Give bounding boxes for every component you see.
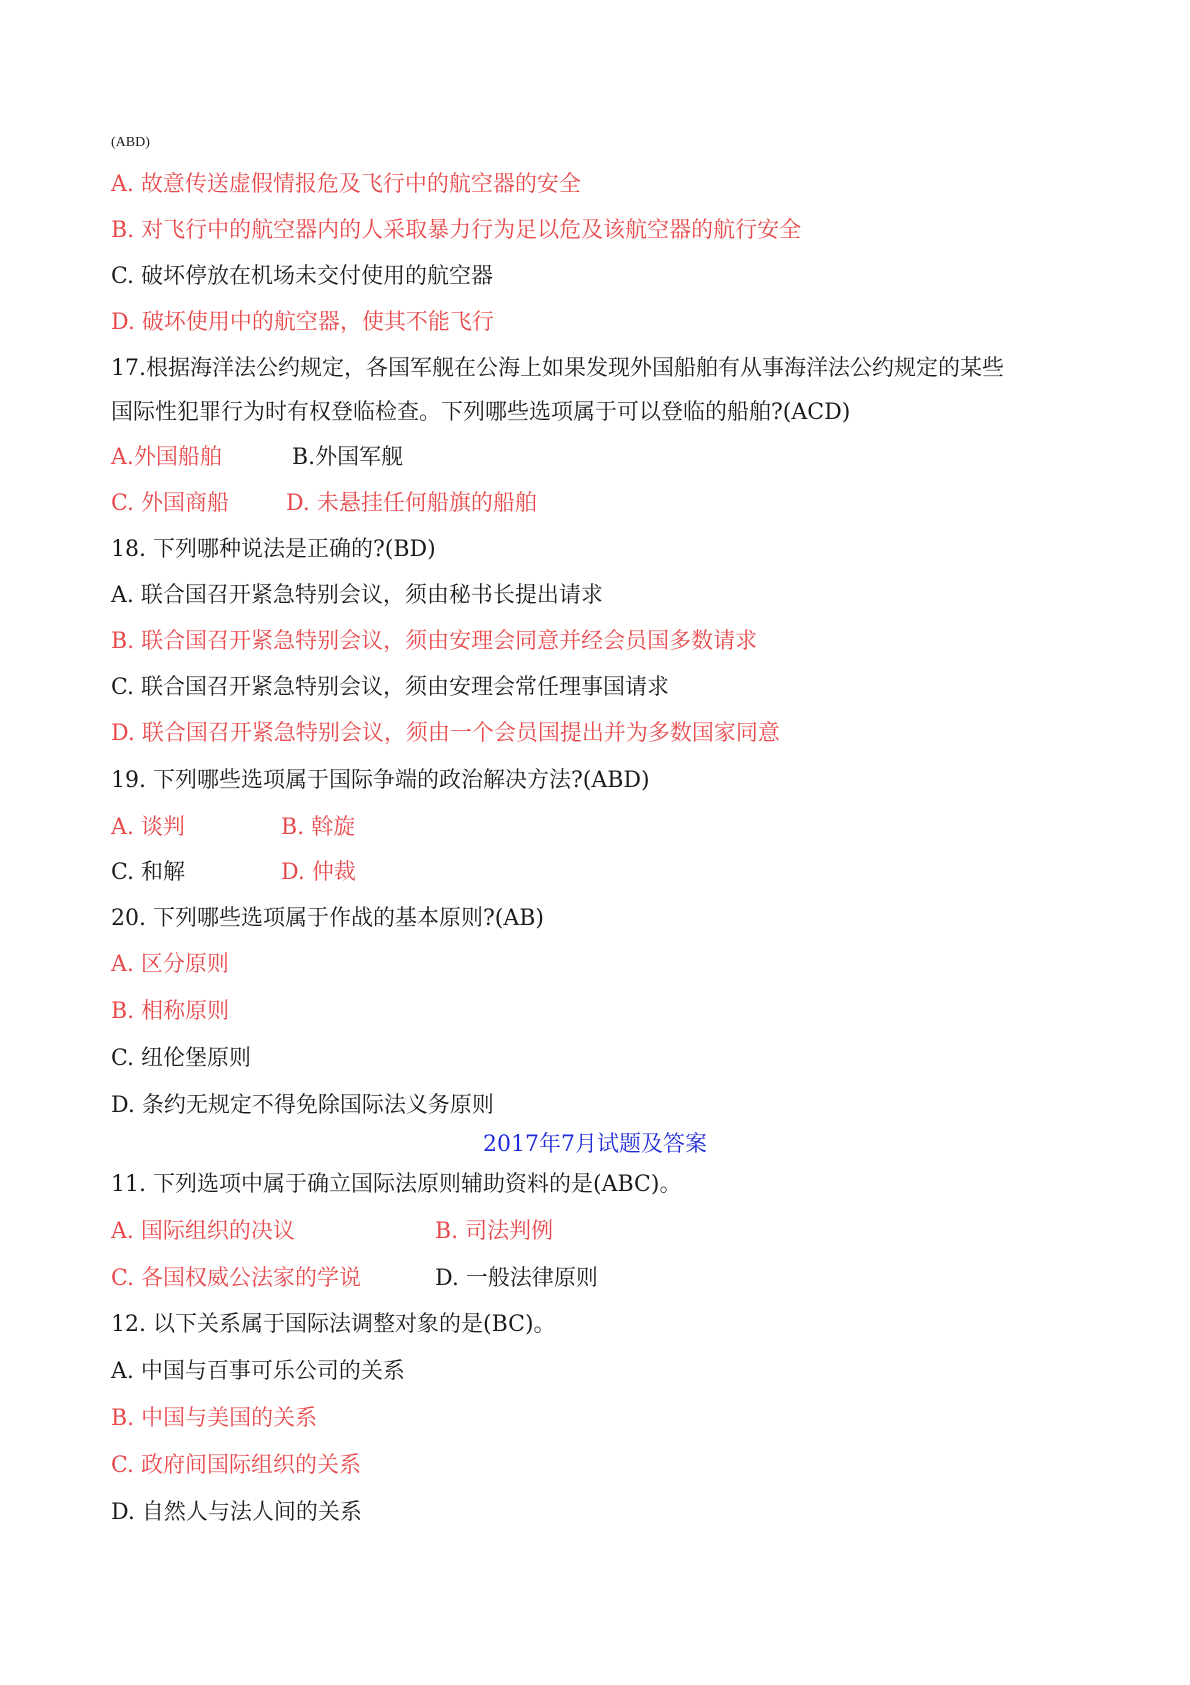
q12-stem: 12. 以下关系属于国际法调整对象的是(BC)。 (111, 1312, 556, 1337)
q17-option-d: D. 未悬挂任何船旗的船舶 (286, 491, 537, 516)
q12-option-d: D. 自然人与法人间的关系 (111, 1500, 362, 1525)
prev-answer: (ABD) (111, 135, 150, 150)
q17-option-c: C. 外国商船 (111, 491, 230, 516)
q19-option-a: A. 谈判 (111, 815, 185, 840)
q16-option-c: C. 破坏停放在机场未交付使用的航空器 (111, 264, 494, 289)
q11-option-d: D. 一般法律原则 (435, 1266, 598, 1291)
q19-options-row2 (111, 858, 356, 888)
q11-option-b: B. 司法判例 (435, 1219, 554, 1244)
q20-option-d: D. 条约无规定不得免除国际法义务原则 (111, 1093, 494, 1118)
q12-option-b: B. 中国与美国的关系 (111, 1406, 318, 1431)
q19-option-c: C. 和解 (111, 860, 186, 885)
q19-options-row1 (111, 813, 356, 843)
q12-option-a: A. 中国与百事可乐公司的关系 (111, 1359, 405, 1384)
q20-option-c: C. 纽伦堡原则 (111, 1046, 252, 1071)
q17-option-a: A.外国船舶 (111, 445, 222, 470)
q17-stem-line2: 国际性犯罪行为时有权登临检查。下列哪些选项属于可以登临的船舶?(ACD) (111, 400, 851, 425)
q11-options-row1 (111, 1217, 554, 1247)
q20-stem: 20. 下列哪些选项属于作战的基本原则?(AB) (111, 906, 544, 931)
q19-stem: 19. 下列哪些选项属于国际争端的政治解决方法?(ABD) (111, 768, 650, 793)
q19-option-b: B. 斡旋 (281, 815, 356, 840)
q16-option-a: A. 故意传送虚假情报危及飞行中的航空器的安全 (111, 172, 581, 197)
q19-option-d: D. 仲裁 (281, 860, 356, 885)
q17-options-row2 (111, 489, 537, 519)
q18-option-d: D. 联合国召开紧急特别会议，须由一个会员国提出并为多数国家同意 (111, 721, 780, 746)
q11-option-c: C. 各国权威公法家的学说 (111, 1266, 362, 1291)
q18-option-b: B. 联合国召开紧急特别会议，须由安理会同意并经会员国多数请求 (111, 629, 758, 654)
q17-option-b: B.外国军舰 (292, 445, 404, 470)
q11-stem: 11. 下列选项中属于确立国际法原则辅助资料的是(ABC)。 (111, 1172, 682, 1197)
q17-stem-line1: 17.根据海洋法公约规定，各国军舰在公海上如果发现外国船舶有从事海洋法公约规定的某些 (111, 356, 1004, 381)
q18-option-a: A. 联合国召开紧急特别会议，须由秘书长提出请求 (111, 583, 603, 608)
q20-option-b: B. 相称原则 (111, 999, 230, 1024)
q18-option-c: C. 联合国召开紧急特别会议，须由安理会常任理事国请求 (111, 675, 670, 700)
q16-option-d: D. 破坏使用中的航空器，使其不能飞行 (111, 310, 494, 335)
q11-options-row2 (111, 1264, 598, 1294)
q20-option-a: A. 区分原则 (111, 952, 229, 977)
section-title: 2017年7月试题及答案 (483, 1132, 707, 1157)
q12-option-c: C. 政府间国际组织的关系 (111, 1453, 362, 1478)
q18-stem: 18. 下列哪种说法是正确的?(BD) (111, 537, 436, 562)
q17-options-row1 (111, 443, 404, 473)
q16-option-b: B. 对飞行中的航空器内的人采取暴力行为足以危及该航空器的航行安全 (111, 218, 802, 243)
q11-option-a: A. 国际组织的决议 (111, 1219, 295, 1244)
